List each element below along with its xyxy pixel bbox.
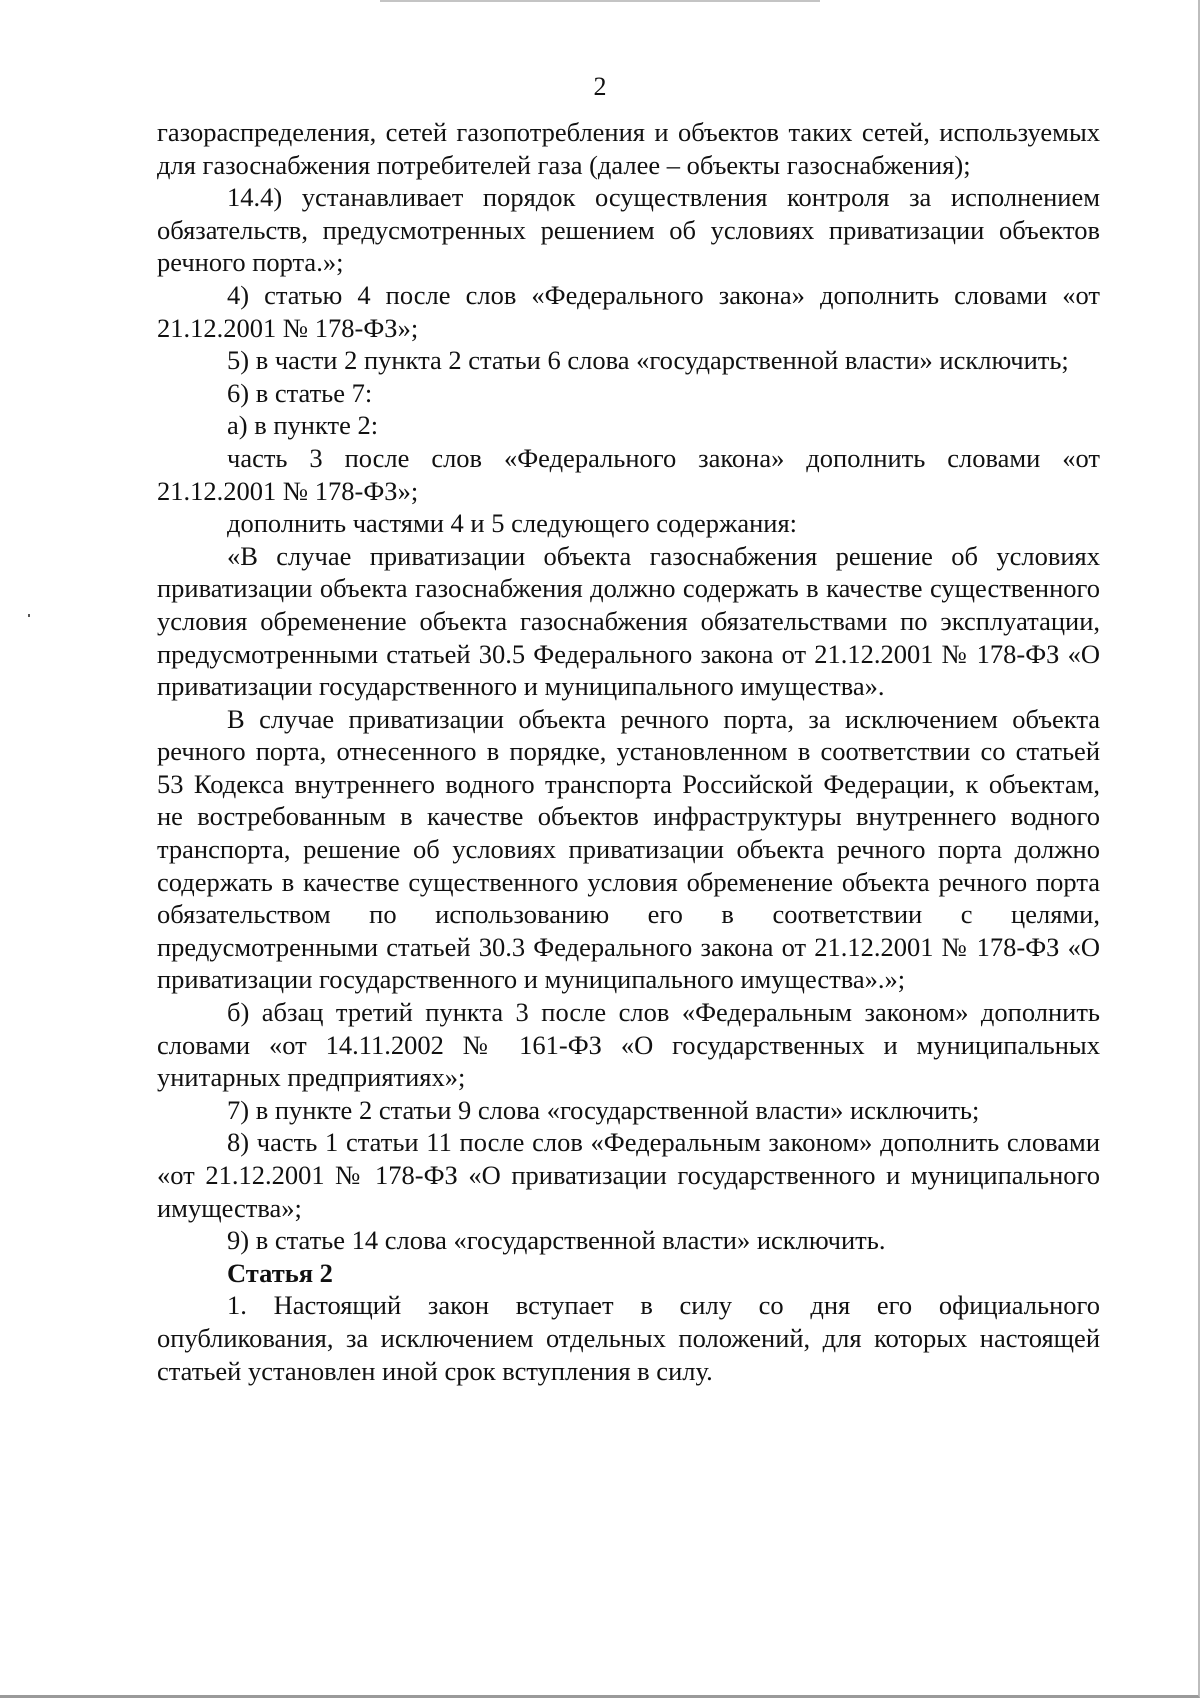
scan-speck (28, 614, 30, 617)
article-heading: Статья 2 (227, 1257, 333, 1288)
article-paragraph-1: 1. Настоящий закон вступает в силу со дня его официального опубликования, за исключением отдельных положений, для которых настоящей статьей установлен иной срок вступления в силу. (157, 1290, 1100, 1386)
paragraph-item-7: 7) в пункте 2 статьи 9 слова «государственной власти» исключить; (227, 1094, 980, 1125)
page-number: 2 (593, 72, 607, 101)
paragraph-item-5: 5) в части 2 пункта 2 статьи 6 слова «государственной власти» исключить; (227, 345, 1069, 376)
document-body (157, 116, 1100, 1387)
paragraph-quote-part-5: В случае приватизации объекта речного порта, за исключением объекта речного порта, отнесенного в порядке, установленном в соответствии со статьей 53 Кодекса внутреннего водного транспорта Российской Федерации, к объектам, не востребованным в качестве объектов инфраструктуры внутреннего водного транспорта, решение об условиях приватизации объекта речного порта должно содержать в качестве существенного условия обременение объекта речного порта обязательством по использованию его в соответствии с целями, предусмотренными статьей 30.3 Федерального закона от 21.12.2001 № 178-ФЗ «О приватизации государственного и муниципального имущества».»; (157, 703, 1100, 995)
paragraph-item-6: 6) в статье 7: (227, 377, 373, 408)
paragraph-item-4: 4) статью 4 после слов «Федерального закона» дополнить словами «от 21.12.2001 № 178-ФЗ»; (157, 279, 1100, 343)
paragraph-item-8: 8) часть 1 статьи 11 после слов «Федеральным законом» дополнить словами «от 21.12.2001 № 178-ФЗ «О приватизации государственного и муниципального имущества»; (157, 1127, 1100, 1223)
paragraph-item-14-4: 14.4) устанавливает порядок осуществления контроля за исполнением обязательств, предусмотренных решением об условиях приватизации объектов речного порта.»; (157, 182, 1100, 278)
paragraph-add-parts: дополнить частями 4 и 5 следующего содержания: (227, 508, 798, 539)
scan-top-rule (380, 0, 820, 2)
paragraph-continuation: газораспределения, сетей газопотребления и объектов таких сетей, используемых для газоснабжения потребителей газа (далее – объекты газоснабжения); (157, 117, 1100, 180)
paragraph-item-9: 9) в статье 14 слова «государственной власти» исключить. (227, 1225, 886, 1256)
paragraph-part-3: часть 3 после слов «Федерального закона» дополнить словами «от 21.12.2001 № 178-ФЗ»; (157, 442, 1100, 506)
paragraph-quote-part-4: «В случае приватизации объекта газоснабжения решение об условиях приватизации объекта газоснабжения должно содержать в качестве существенного условия обременение объекта газоснабжения обязательствами по эксплуатации, предусмотренными статьей 30.5 Федерального закона от 21.12.2001 № 178-ФЗ «О приватизации государственного и муниципального имущества». (157, 540, 1100, 702)
paragraph-subitem-b: б) абзац третий пункта 3 после слов «Федеральным законом» дополнить словами «от 14.11.2002 № 161-ФЗ «О государственных и муниципальных унитарных предприятиях»; (157, 997, 1100, 1093)
paragraph-subitem-a: а) в пункте 2: (227, 410, 379, 441)
